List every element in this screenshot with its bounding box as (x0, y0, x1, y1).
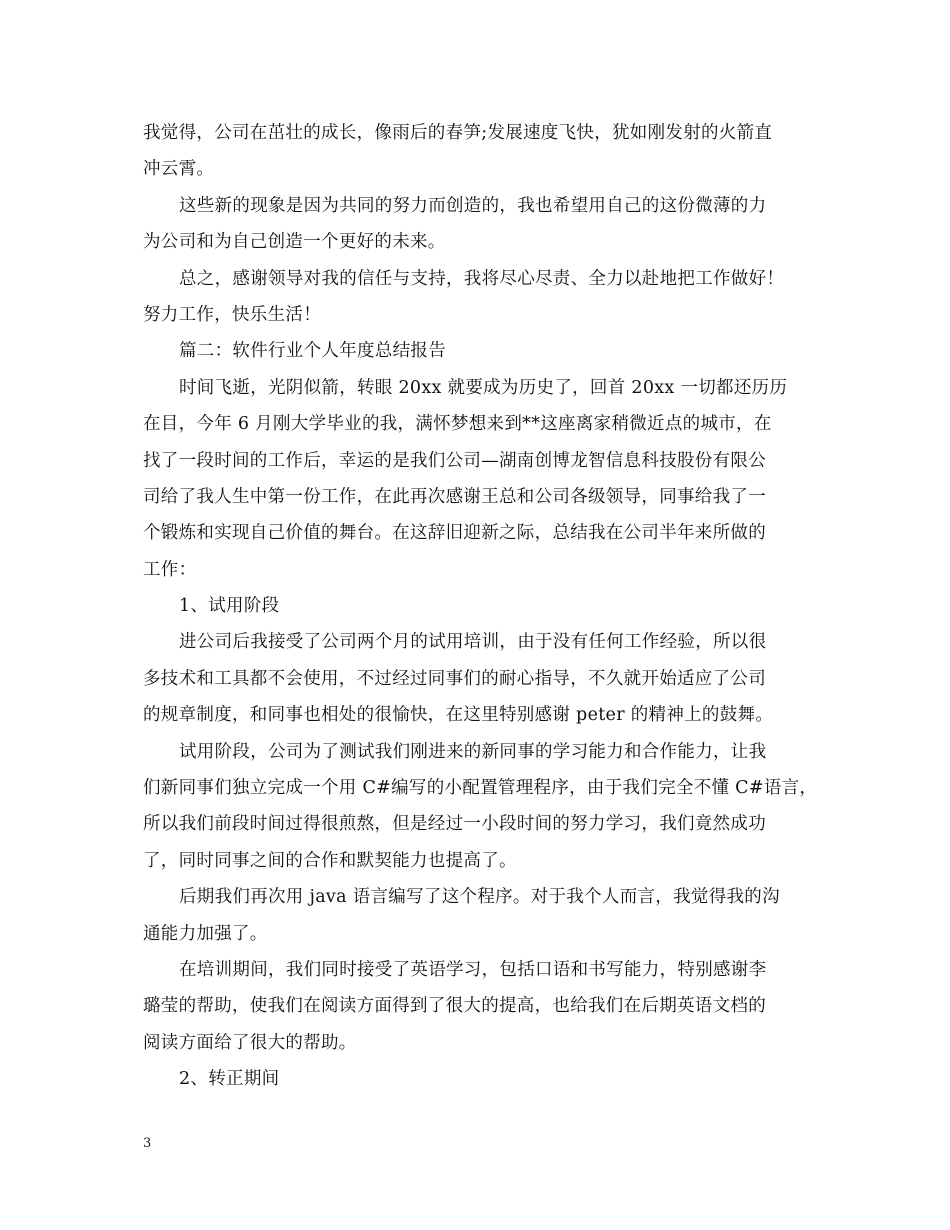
paragraph-line: 了，同时同事之间的合作和默契能力也提高了。 (143, 850, 517, 871)
paragraph-line: 时间飞逝，光阴似箭，转眼 20xx 就要成为历史了，回首 20xx 一切都还历历 (179, 377, 788, 398)
paragraph-line: 为公司和为自己创造一个更好的未来。 (143, 232, 446, 253)
paragraph-line: 努力工作，快乐生活！ (143, 304, 321, 325)
paragraph-line: 后期我们再次用 java 语言编写了这个程序。对于我个人而言，我觉得我的沟 (179, 887, 780, 908)
paragraph-line: 总之，感谢领导对我的信任与支持，我将尽心尽责、全力以赴地把工作做好！ (179, 268, 785, 289)
document-body (143, 115, 818, 1098)
paragraph-line: 试用阶段，公司为了测试我们刚进来的新同事的学习能力和合作能力，让我 (179, 741, 767, 762)
paragraph-line: 所以我们前段时间过得很煎熬，但是经过一小段时间的努力学习，我们竟然成功 (143, 814, 766, 835)
paragraph-line: 阅读方面给了很大的帮助。 (143, 1032, 357, 1053)
subsection-heading: 1、试用阶段 (179, 596, 280, 617)
paragraph-line: 冲云霄。 (143, 159, 215, 180)
paragraph-line: 在培训期间，我们同时接受了英语学习，包括口语和书写能力，特别感谢李 (179, 959, 767, 980)
paragraph-line: 在目，今年 6 月刚大学毕业的我，满怀梦想来到**这座离家稍微近点的城市，在 (143, 414, 772, 435)
paragraph-line: 我觉得，公司在茁壮的成长，像雨后的春笋;发展速度飞快，犹如刚发射的火箭直 (143, 123, 773, 143)
paragraph-line: 璐莹的帮助，使我们在阅读方面得到了很大的提高，也给我们在后期英语文档的 (143, 996, 766, 1017)
paragraph-line: 个锻炼和实现自己价值的舞台。在这辞旧迎新之际，总结我在公司半年来所做的 (143, 523, 766, 544)
paragraph-line: 进公司后我接受了公司两个月的试用培训，由于没有任何工作经验，所以很 (179, 632, 767, 653)
paragraph-line: 这些新的现象是因为共同的努力而创造的，我也希望用自己的这份微薄的力 (179, 195, 767, 216)
paragraph-line: 们新同事们独立完成一个用 C#编写的小配置管理程序，由于我们完全不懂 C#语言， (143, 778, 818, 799)
paragraph-line: 的规章制度，和同事也相处的很愉快，在这里特别感谢 peter 的精神上的鼓舞。 (143, 705, 774, 726)
subsection-heading: 2、转正期间 (179, 1069, 280, 1090)
section-heading: 篇二：软件行业个人年度总结报告 (179, 341, 446, 362)
page-number: 3 (143, 1136, 152, 1151)
paragraph-line: 通能力加强了。 (143, 923, 268, 944)
paragraph-line: 多技术和工具都不会使用，不过经过同事们的耐心指导，不久就开始适应了公司 (143, 668, 766, 689)
paragraph-line: 司给了我人生中第一份工作，在此再次感谢王总和公司各级领导，同事给我了一 (143, 486, 766, 507)
paragraph-line: 工作： (143, 559, 197, 580)
paragraph-line: 找了一段时间的工作后，幸运的是我们公司—湖南创博龙智信息科技股份有限公 (143, 450, 766, 471)
